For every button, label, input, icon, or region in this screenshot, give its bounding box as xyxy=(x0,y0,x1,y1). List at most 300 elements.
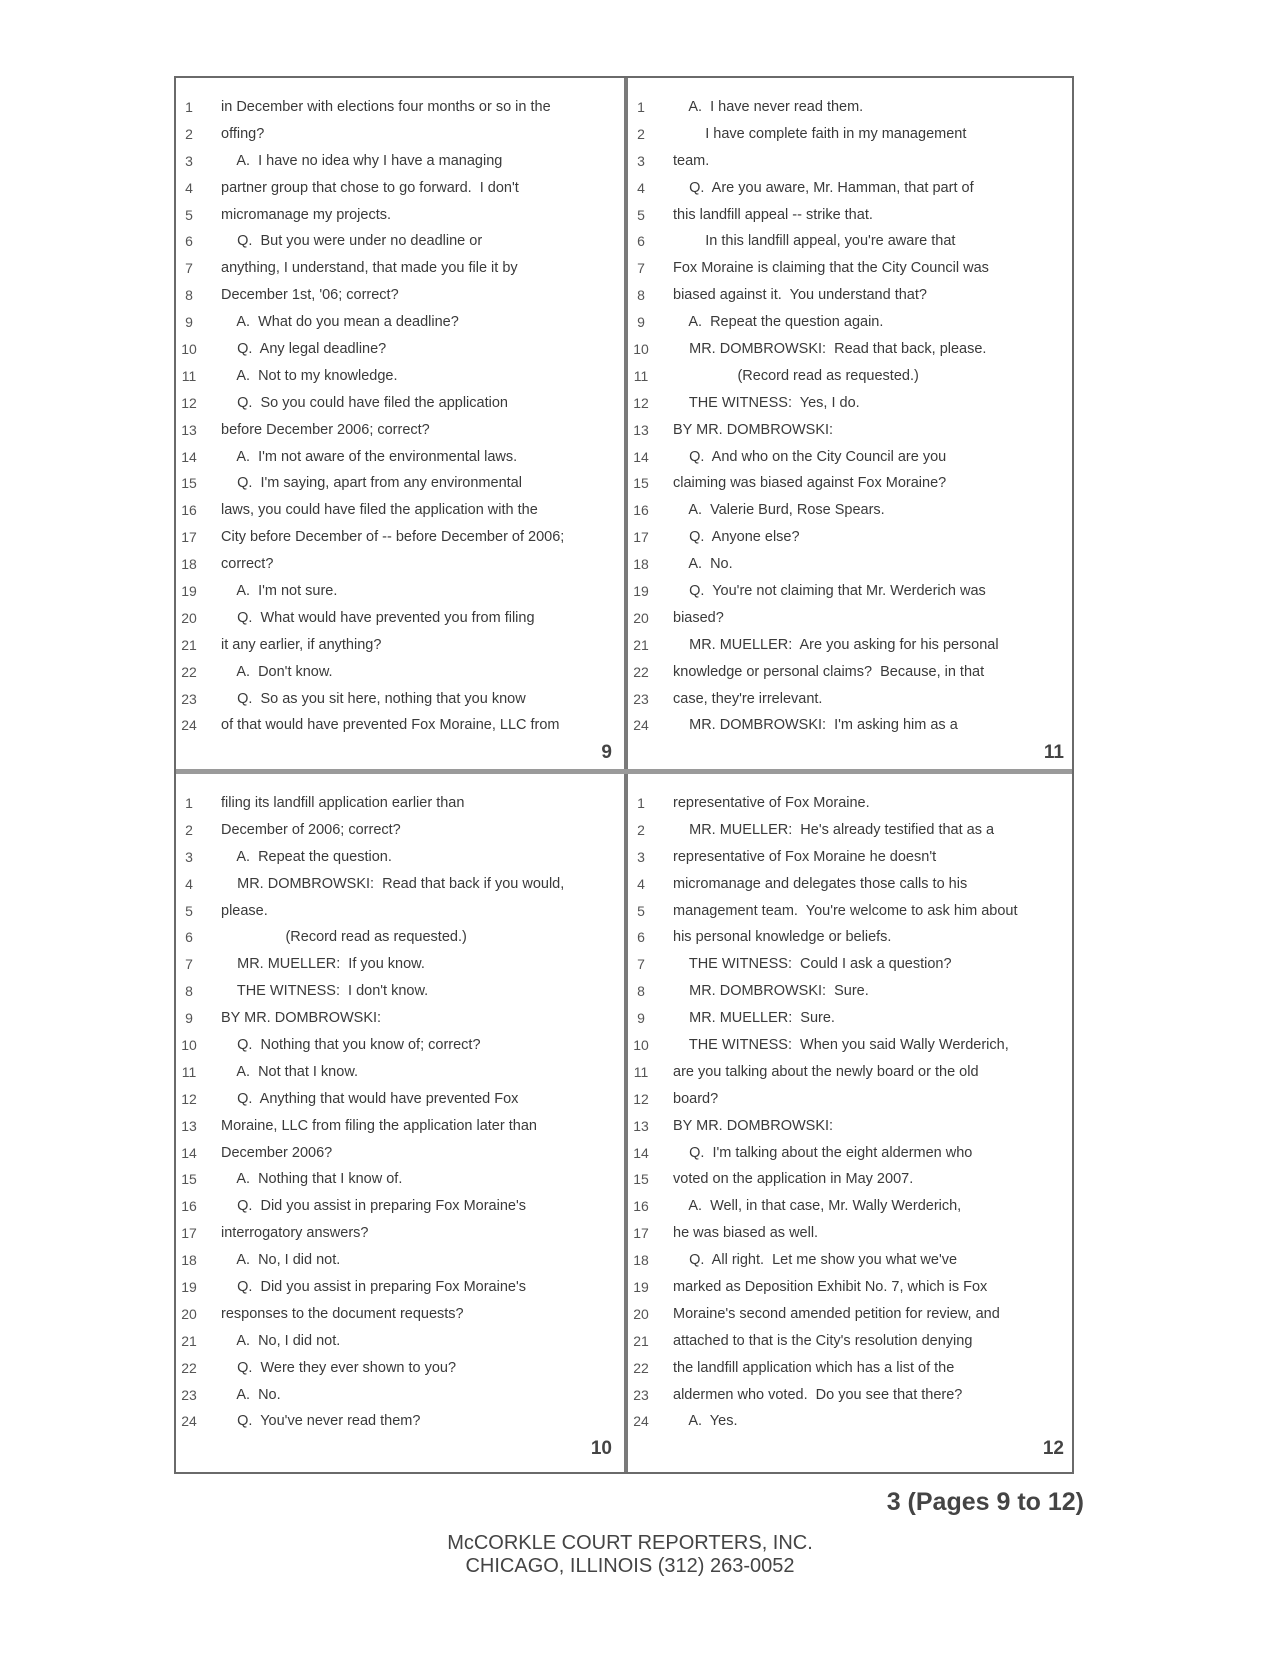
line-number: 16 xyxy=(633,502,649,519)
line-text: Q. But you were under no deadline or xyxy=(221,233,483,250)
line-number: 12 xyxy=(181,394,197,411)
transcript-line xyxy=(176,1220,622,1247)
line-text: Q. Nothing that you know of; correct? xyxy=(221,1037,481,1054)
line-number: 17 xyxy=(633,529,649,546)
transcript-line xyxy=(628,871,1074,898)
line-text: case, they're irrelevant. xyxy=(673,690,823,707)
line-text: MR. DOMBROWSKI: Sure. xyxy=(673,983,869,1000)
transcript-line xyxy=(176,1408,622,1435)
transcript-line xyxy=(176,871,622,898)
transcript-line xyxy=(628,1005,1074,1032)
line-text: management team. You're welcome to ask him about xyxy=(673,902,1018,919)
line-text: Q. I'm saying, apart from any environmental xyxy=(221,475,522,492)
line-number: 13 xyxy=(181,421,197,438)
line-number: 10 xyxy=(633,341,649,358)
line-text: Q. Did you assist in preparing Fox Moraine's xyxy=(221,1279,526,1296)
line-number: 23 xyxy=(633,690,649,707)
line-text: December 2006? xyxy=(221,1144,333,1161)
transcript-line xyxy=(628,336,1074,363)
transcript-line xyxy=(628,1193,1074,1220)
line-text: marked as Deposition Exhibit No. 7, which is Fox xyxy=(673,1279,988,1296)
line-text: MR. DOMBROWSKI: Read that back, please. xyxy=(673,341,987,358)
line-text: responses to the document requests? xyxy=(221,1305,464,1322)
page-number: 11 xyxy=(1043,742,1064,763)
line-number: 15 xyxy=(181,475,197,492)
line-number: 21 xyxy=(181,636,197,653)
transcript-line xyxy=(176,444,622,471)
transcript-line xyxy=(176,1274,622,1301)
transcript-line xyxy=(628,551,1074,578)
line-text: team. xyxy=(673,152,710,169)
line-number: 6 xyxy=(185,233,193,250)
transcript-line xyxy=(628,1166,1074,1193)
line-text: THE WITNESS: Could I ask a question? xyxy=(673,956,952,973)
line-text: Q. So as you sit here, nothing that you know xyxy=(221,690,526,707)
transcript-line xyxy=(176,336,622,363)
line-number: 18 xyxy=(633,556,649,573)
line-text: biased against it. You understand that? xyxy=(673,287,927,304)
line-text: A. No. xyxy=(673,556,733,573)
transcript-line xyxy=(176,175,622,202)
line-text: micromanage my projects. xyxy=(221,206,392,223)
transcript-line xyxy=(176,524,622,551)
transcript-line xyxy=(628,605,1074,632)
line-number: 5 xyxy=(637,902,645,919)
transcript-page xyxy=(628,78,1074,768)
transcript-line xyxy=(176,1193,622,1220)
line-text: MR. DOMBROWSKI: I'm asking him as a xyxy=(673,717,958,734)
line-number: 19 xyxy=(181,1279,197,1296)
line-number: 6 xyxy=(637,929,645,946)
line-number: 1 xyxy=(637,795,645,811)
line-text: BY MR. DOMBROWSKI: xyxy=(221,1010,382,1027)
line-number: 21 xyxy=(633,1332,649,1349)
line-number: 24 xyxy=(181,1413,197,1430)
line-number: 18 xyxy=(181,556,197,573)
line-number: 8 xyxy=(185,983,193,1000)
line-number: 7 xyxy=(637,260,645,277)
transcript-line xyxy=(628,1247,1074,1274)
transcript-line xyxy=(176,551,622,578)
transcript-line xyxy=(628,686,1074,713)
line-number: 13 xyxy=(633,421,649,438)
line-text: in December with elections four months or so in the xyxy=(221,99,551,115)
line-text: of that would have prevented Fox Moraine, LLC from xyxy=(221,717,560,734)
line-text: correct? xyxy=(221,556,274,573)
line-number: 16 xyxy=(633,1198,649,1215)
line-number: 5 xyxy=(185,206,193,223)
page-range-label: 3 (Pages 9 to 12) xyxy=(886,1488,1084,1516)
line-number: 16 xyxy=(181,502,197,519)
line-text: MR. DOMBROWSKI: Read that back if you would, xyxy=(221,875,565,892)
line-number: 17 xyxy=(633,1225,649,1242)
line-text: claiming was biased against Fox Moraine? xyxy=(673,475,947,492)
transcript-line xyxy=(628,309,1074,336)
transcript-line xyxy=(176,632,622,659)
transcript-line xyxy=(628,444,1074,471)
line-number: 3 xyxy=(637,848,645,865)
transcript-line xyxy=(628,282,1074,309)
line-number: 3 xyxy=(637,152,645,169)
line-number: 7 xyxy=(637,956,645,973)
line-text: MR. MUELLER: Sure. xyxy=(673,1010,835,1027)
line-number: 21 xyxy=(633,636,649,653)
transcript-line xyxy=(628,1113,1074,1140)
transcript-line xyxy=(176,228,622,255)
transcript-line xyxy=(628,1220,1074,1247)
line-number: 22 xyxy=(633,663,649,680)
line-number: 11 xyxy=(633,1063,649,1080)
line-number: 19 xyxy=(181,583,197,600)
line-number: 24 xyxy=(181,717,197,734)
line-number: 2 xyxy=(185,125,193,142)
line-number: 6 xyxy=(185,929,193,946)
line-text: Q. Did you assist in preparing Fox Moraine's xyxy=(221,1198,526,1215)
line-text: Q. Were they ever shown to you? xyxy=(221,1359,457,1376)
line-number: 7 xyxy=(185,956,193,973)
line-text: anything, I understand, that made you file it by xyxy=(221,260,518,277)
line-number: 11 xyxy=(181,1063,197,1080)
transcript-line xyxy=(628,497,1074,524)
transcript-line xyxy=(176,578,622,605)
line-list xyxy=(628,94,1074,739)
line-text: Q. You're not claiming that Mr. Werderich was xyxy=(673,583,986,600)
line-number: 22 xyxy=(181,1359,197,1376)
transcript-line xyxy=(628,790,1074,817)
line-number: 24 xyxy=(633,1413,649,1430)
transcript-line xyxy=(176,1059,622,1086)
line-number: 17 xyxy=(181,529,197,546)
footer-company: McCORKLE COURT REPORTERS, INC. xyxy=(447,1532,813,1554)
line-text: A. I'm not aware of the environmental laws. xyxy=(221,448,518,465)
line-number: 19 xyxy=(633,583,649,600)
line-text: this landfill appeal -- strike that. xyxy=(673,206,873,223)
line-text: Moraine, LLC from filing the application later than xyxy=(221,1117,537,1134)
line-text: A. Well, in that case, Mr. Wally Werderich, xyxy=(673,1198,962,1215)
transcript-line xyxy=(176,390,622,417)
line-text: before December 2006; correct? xyxy=(221,421,430,438)
line-text: micromanage and delegates those calls to his xyxy=(673,875,968,892)
line-number: 16 xyxy=(181,1198,197,1215)
line-number: 14 xyxy=(181,448,197,465)
transcript-line xyxy=(628,363,1074,390)
line-number: 2 xyxy=(637,125,645,142)
line-number: 11 xyxy=(181,367,197,384)
transcript-line xyxy=(628,898,1074,925)
line-text: December 1st, '06; correct? xyxy=(221,287,399,304)
line-text: Q. Anything that would have prevented Fox xyxy=(221,1090,519,1107)
line-text: I have complete faith in my management xyxy=(673,125,967,142)
line-text: A. No, I did not. xyxy=(221,1252,341,1269)
transcript-line xyxy=(628,1059,1074,1086)
line-text: Q. You've never read them? xyxy=(221,1413,421,1430)
transcript-line xyxy=(628,951,1074,978)
line-text: attached to that is the City's resolution denying xyxy=(673,1332,973,1349)
transcript-line xyxy=(176,282,622,309)
transcript-line xyxy=(176,898,622,925)
line-list xyxy=(628,790,1074,1435)
line-number: 8 xyxy=(185,287,193,304)
line-text: THE WITNESS: Yes, I do. xyxy=(673,394,860,411)
line-number: 14 xyxy=(633,448,649,465)
line-number: 4 xyxy=(637,875,645,892)
line-number: 11 xyxy=(633,367,649,384)
transcript-line xyxy=(628,659,1074,686)
line-number: 13 xyxy=(181,1117,197,1134)
transcript-line xyxy=(176,1032,622,1059)
line-number: 14 xyxy=(633,1144,649,1161)
transcript-line xyxy=(628,417,1074,444)
transcript-line xyxy=(628,1382,1074,1409)
line-number: 9 xyxy=(185,1010,193,1027)
line-number: 15 xyxy=(181,1171,197,1188)
line-text: A. Yes. xyxy=(673,1413,738,1430)
line-text: A. Not to my knowledge. xyxy=(221,367,398,384)
transcript-line xyxy=(628,1355,1074,1382)
transcript-line xyxy=(176,712,622,739)
line-text: filing its landfill application earlier than xyxy=(221,795,465,811)
line-text: board? xyxy=(673,1090,719,1107)
line-text: aldermen who voted. Do you see that there? xyxy=(673,1386,963,1403)
transcript-line xyxy=(176,121,622,148)
transcript-line xyxy=(176,978,622,1005)
line-text: (Record read as requested.) xyxy=(221,929,467,946)
line-text: BY MR. DOMBROWSKI: xyxy=(673,421,834,438)
line-number: 12 xyxy=(633,394,649,411)
transcript-line xyxy=(176,497,622,524)
line-number: 24 xyxy=(633,717,649,734)
line-number: 5 xyxy=(185,902,193,919)
line-number: 6 xyxy=(637,233,645,250)
line-text: A. Repeat the question. xyxy=(221,848,392,865)
line-text: Q. So you could have filed the application xyxy=(221,394,508,411)
transcript-line xyxy=(628,978,1074,1005)
line-text: A. No. xyxy=(221,1386,281,1403)
line-text: laws, you could have filed the application with the xyxy=(221,502,538,519)
line-number: 12 xyxy=(181,1090,197,1107)
transcript-page xyxy=(628,774,1074,1464)
line-text: partner group that chose to go forward. I don't xyxy=(221,179,519,196)
line-text: A. I'm not sure. xyxy=(221,583,338,600)
page-number: 12 xyxy=(1042,1438,1064,1459)
line-number: 20 xyxy=(181,1305,197,1322)
transcript-line xyxy=(176,605,622,632)
transcript-line xyxy=(628,1301,1074,1328)
transcript-line xyxy=(176,1382,622,1409)
transcript-line xyxy=(176,1113,622,1140)
line-number: 9 xyxy=(637,314,645,331)
transcript-line xyxy=(628,175,1074,202)
transcript-line xyxy=(176,951,622,978)
line-number: 1 xyxy=(637,99,645,115)
line-text: Q. And who on the City Council are you xyxy=(673,448,947,465)
line-text: THE WITNESS: When you said Wally Werderich, xyxy=(673,1037,1009,1054)
line-number: 4 xyxy=(185,875,193,892)
transcript-line xyxy=(176,924,622,951)
line-text: representative of Fox Moraine he doesn't xyxy=(673,848,937,865)
line-number: 9 xyxy=(637,1010,645,1027)
line-number: 20 xyxy=(181,609,197,626)
line-text: Q. Anyone else? xyxy=(673,529,800,546)
line-list xyxy=(176,790,622,1435)
line-number: 18 xyxy=(181,1252,197,1269)
line-text: A. Nothing that I know of. xyxy=(221,1171,403,1188)
line-text: December of 2006; correct? xyxy=(221,821,401,838)
line-text: offing? xyxy=(221,125,265,142)
line-text: Q. All right. Let me show you what we've xyxy=(673,1252,958,1269)
transcript-line xyxy=(176,1328,622,1355)
transcript-line xyxy=(628,924,1074,951)
line-number: 4 xyxy=(185,179,193,196)
transcript-line xyxy=(176,844,622,871)
line-number: 23 xyxy=(181,1386,197,1403)
transcript-line xyxy=(176,1140,622,1167)
transcript-line xyxy=(176,148,622,175)
transcript-line xyxy=(628,148,1074,175)
line-number: 18 xyxy=(633,1252,649,1269)
line-number: 2 xyxy=(185,821,193,838)
line-text: MR. MUELLER: Are you asking for his personal xyxy=(673,636,999,653)
transcript-line xyxy=(628,578,1074,605)
line-list xyxy=(176,94,622,739)
row-divider xyxy=(176,769,1072,774)
line-number: 13 xyxy=(633,1117,649,1134)
line-number: 14 xyxy=(181,1144,197,1161)
page-number: 10 xyxy=(590,1438,612,1459)
line-number: 10 xyxy=(181,341,197,358)
line-text: he was biased as well. xyxy=(673,1225,819,1242)
line-text: Moraine's second amended petition for review, and xyxy=(673,1305,1000,1322)
line-text: representative of Fox Moraine. xyxy=(673,795,870,811)
transcript-line xyxy=(628,470,1074,497)
line-text: A. I have no idea why I have a managing xyxy=(221,152,503,169)
line-number: 1 xyxy=(185,99,193,115)
line-number: 23 xyxy=(181,690,197,707)
transcript-frame xyxy=(174,76,1074,1474)
line-number: 10 xyxy=(181,1037,197,1054)
line-text: Fox Moraine is claiming that the City Council was xyxy=(673,260,989,277)
transcript-line xyxy=(176,659,622,686)
line-number: 8 xyxy=(637,983,645,1000)
line-text: the landfill application which has a list of the xyxy=(673,1359,955,1376)
line-text: (Record read as requested.) xyxy=(673,367,919,384)
line-text: voted on the application in May 2007. xyxy=(673,1171,914,1188)
line-number: 7 xyxy=(185,260,193,277)
line-text: it any earlier, if anything? xyxy=(221,636,382,653)
line-number: 22 xyxy=(633,1359,649,1376)
line-text: A. No, I did not. xyxy=(221,1332,341,1349)
transcript-line xyxy=(628,1408,1074,1435)
line-text: A. I have never read them. xyxy=(673,99,864,115)
line-text: interrogatory answers? xyxy=(221,1225,369,1242)
line-text: A. Valerie Burd, Rose Spears. xyxy=(673,502,885,519)
line-number: 15 xyxy=(633,1171,649,1188)
transcript-line xyxy=(176,255,622,282)
line-text: THE WITNESS: I don't know. xyxy=(221,983,429,1000)
transcript-line xyxy=(628,817,1074,844)
transcript-line xyxy=(176,363,622,390)
line-number: 21 xyxy=(181,1332,197,1349)
line-text: A. Repeat the question again. xyxy=(673,314,884,331)
line-number: 12 xyxy=(633,1090,649,1107)
line-number: 9 xyxy=(185,314,193,331)
transcript-line xyxy=(628,844,1074,871)
line-number: 4 xyxy=(637,179,645,196)
transcript-line xyxy=(176,1301,622,1328)
transcript-line xyxy=(628,390,1074,417)
line-text: Q. What would have prevented you from filing xyxy=(221,609,535,626)
line-number: 19 xyxy=(633,1279,649,1296)
line-text: biased? xyxy=(673,609,724,626)
column-divider xyxy=(624,78,628,1472)
line-text: BY MR. DOMBROWSKI: xyxy=(673,1117,834,1134)
line-text: A. Not that I know. xyxy=(221,1063,359,1080)
line-text: MR. MUELLER: He's already testified that as a xyxy=(673,821,995,838)
line-number: 15 xyxy=(633,475,649,492)
line-number: 20 xyxy=(633,1305,649,1322)
transcript-line xyxy=(176,94,622,121)
line-text: Q. Are you aware, Mr. Hamman, that part of xyxy=(673,179,974,196)
line-number: 8 xyxy=(637,287,645,304)
transcript-line xyxy=(176,1355,622,1382)
transcript-line xyxy=(176,309,622,336)
page-number: 9 xyxy=(601,742,612,763)
transcript-line xyxy=(176,686,622,713)
transcript-line xyxy=(176,817,622,844)
line-number: 5 xyxy=(637,206,645,223)
line-text: his personal knowledge or beliefs. xyxy=(673,929,892,946)
line-number: 23 xyxy=(633,1386,649,1403)
line-text: A. What do you mean a deadline? xyxy=(221,314,459,331)
line-number: 20 xyxy=(633,609,649,626)
line-text: MR. MUELLER: If you know. xyxy=(221,956,425,973)
transcript-line xyxy=(628,632,1074,659)
line-number: 22 xyxy=(181,663,197,680)
transcript-line xyxy=(628,121,1074,148)
line-number: 3 xyxy=(185,848,193,865)
line-number: 2 xyxy=(637,821,645,838)
transcript-line xyxy=(628,228,1074,255)
footer-contact: CHICAGO, ILLINOIS (312) 263-0052 xyxy=(465,1555,795,1577)
line-text: Q. Any legal deadline? xyxy=(221,341,387,358)
transcript-line xyxy=(176,417,622,444)
transcript-line xyxy=(628,1032,1074,1059)
transcript-line xyxy=(628,1086,1074,1113)
transcript-line xyxy=(628,1274,1074,1301)
line-text: City before December of -- before December of 2006; xyxy=(221,529,565,546)
line-text: A. Don't know. xyxy=(221,663,333,680)
transcript-line xyxy=(628,1328,1074,1355)
line-number: 3 xyxy=(185,152,193,169)
transcript-line xyxy=(176,202,622,229)
line-text: please. xyxy=(221,902,268,919)
line-text: In this landfill appeal, you're aware that xyxy=(673,233,956,250)
transcript-line xyxy=(176,790,622,817)
transcript-line xyxy=(628,1140,1074,1167)
transcript-line xyxy=(628,255,1074,282)
transcript-line xyxy=(628,94,1074,121)
transcript-line xyxy=(176,470,622,497)
transcript-line xyxy=(176,1005,622,1032)
transcript-line xyxy=(176,1086,622,1113)
line-number: 17 xyxy=(181,1225,197,1242)
transcript-line xyxy=(628,524,1074,551)
line-text: knowledge or personal claims? Because, in that xyxy=(673,663,985,680)
transcript-page xyxy=(176,774,622,1464)
transcript-line xyxy=(176,1247,622,1274)
line-number: 1 xyxy=(185,795,193,811)
line-text: Q. I'm talking about the eight aldermen who xyxy=(673,1144,973,1161)
